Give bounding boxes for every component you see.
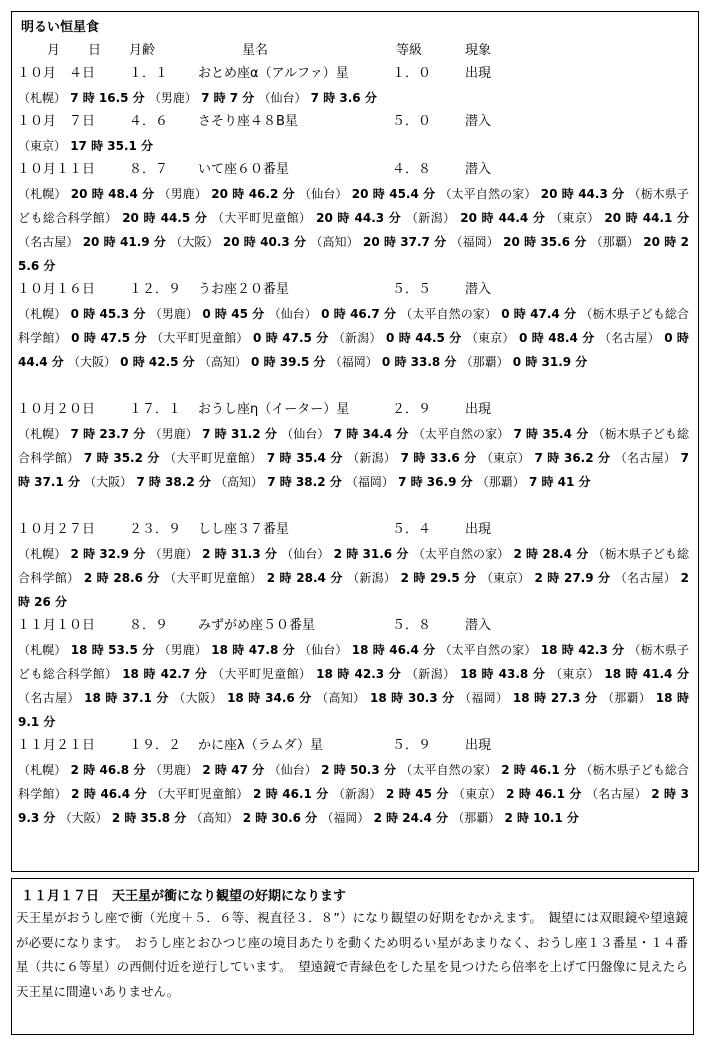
station-time: 18 時 9.1 分 (18, 691, 689, 729)
event-star-name: かに座λ（ラムダ）星 (198, 738, 323, 753)
event-star-name: さそり座４８B星 (198, 114, 298, 129)
station-name: （名古屋） (614, 451, 677, 465)
station-name: （大平町児童館） (164, 451, 263, 465)
station-time: 2 時 29.5 分 (396, 571, 481, 585)
station-name: （栃木県子ども総合科学館） (18, 307, 689, 345)
station-time: 0 時 47.5 分 (248, 331, 333, 345)
station-time: 0 時 31.9 分 (508, 355, 588, 369)
station-name: （福岡） (329, 355, 378, 369)
station-time: 0 時 39.5 分 (246, 355, 330, 369)
station-name: （仙台） (268, 307, 317, 321)
station-name: （男鹿） (149, 307, 199, 321)
station-name: （大阪） (59, 811, 108, 825)
station-name: （札幌） (18, 427, 67, 441)
event-magnitude: １．０ (392, 66, 432, 81)
event-magnitude: ５．０ (392, 114, 432, 129)
station-name: （名古屋） (585, 787, 647, 801)
station-time: 2 時 35.8 分 (107, 811, 191, 825)
station-name: （東京） (549, 667, 600, 681)
station-name: （東京） (452, 787, 502, 801)
event-phenomenon: 潜入 (465, 618, 492, 633)
station-name: （大阪） (170, 235, 219, 249)
station-name: （新潟） (332, 331, 382, 345)
station-name: （東京） (480, 451, 530, 465)
station-time: 7 時 34.4 分 (329, 427, 413, 441)
event-star-name: みずがめ座５０番星 (198, 618, 316, 633)
event-phenomenon: 出現 (465, 402, 492, 417)
station-time: 20 時 44.3 分 (311, 211, 406, 225)
occultation-event (17, 158, 689, 278)
event-star-name: うお座２０番星 (198, 282, 290, 297)
event-moon-age: ２３．９ (129, 522, 182, 537)
station-time: 7 時 37.1 分 (18, 451, 689, 489)
event-magnitude: ２．９ (392, 402, 432, 417)
station-time: 7 時 35.2 分 (79, 451, 165, 465)
station-name: （大平町児童館） (211, 667, 312, 681)
station-time: 20 時 46.2 分 (207, 187, 300, 201)
event-station-times (17, 302, 689, 374)
station-name: （栃木県子ども総合科学館） (18, 547, 689, 585)
station-time: 0 時 46.7 分 (316, 307, 401, 321)
event-header-row (17, 278, 689, 302)
station-time: 2 時 24.4 分 (369, 811, 453, 825)
station-name: （仙台） (258, 91, 307, 105)
station-time: 2 時 46.8 分 (66, 763, 150, 777)
event-header-row (17, 110, 689, 134)
station-time: 7 時 41 分 (524, 475, 591, 489)
event-date: １０月２７日 (17, 522, 96, 537)
event-moon-age: １２．９ (129, 282, 182, 297)
event-moon-age: ８．９ (129, 618, 169, 633)
station-name: （仙台） (268, 763, 317, 777)
station-time: 18 時 43.8 分 (455, 667, 550, 681)
station-time: 2 時 46.4 分 (66, 787, 152, 801)
station-time: 0 時 44.4 分 (18, 331, 689, 369)
event-moon-age: ４．６ (129, 114, 169, 129)
station-name: （新潟） (405, 667, 456, 681)
station-name: （名古屋） (18, 691, 80, 705)
station-time: 18 時 42.7 分 (117, 667, 212, 681)
station-time: 7 時 31.2 分 (197, 427, 282, 441)
station-name: （高知） (198, 355, 247, 369)
station-name: （札幌） (18, 91, 67, 105)
station-name: （名古屋） (614, 571, 677, 585)
station-name: （男鹿） (158, 187, 207, 201)
station-name: （新潟） (347, 571, 397, 585)
occultation-event (17, 734, 689, 830)
header-month: 月 (47, 43, 61, 58)
station-name: （仙台） (299, 187, 348, 201)
event-moon-age: ８．７ (129, 162, 169, 177)
station-name: （那覇） (452, 811, 501, 825)
station-time: 2 時 28.6 分 (79, 571, 165, 585)
station-name: （男鹿） (149, 427, 198, 441)
event-magnitude: ５．４ (392, 522, 432, 537)
header-star: 星名 (242, 43, 269, 58)
station-name: （名古屋） (18, 235, 79, 249)
station-name: （東京） (18, 139, 67, 153)
station-time: 2 時 28.4 分 (262, 571, 348, 585)
occultation-event (17, 62, 689, 110)
uranus-body: 天王星がおうし座で衝（光度＋５．６等、視直径３．８”）になり観望の好期をむかえます。 観望には双眼鏡や望遠鏡が必要になります。 おうし座とおひつじ座の境目あたりを動くため明るい星があまりなく、おうし座１３番星・１４番星（共に６等星）の西側付近を逆行しています。 望遠鏡で青緑色をした星を見つけたら倍率を上げて円盤像に見えたら天王星に間違いありません。 (16, 910, 688, 999)
station-name: （高知） (190, 811, 239, 825)
event-station-times (17, 182, 689, 278)
occultation-panel (11, 11, 699, 872)
station-name: （大平町児童館） (211, 211, 312, 225)
station-time: 7 時 36.9 分 (393, 475, 477, 489)
station-time: 2 時 31.6 分 (329, 547, 413, 561)
station-name: （仙台） (281, 427, 330, 441)
station-name: （太平自然の家） (439, 187, 537, 201)
occultation-event (17, 614, 689, 734)
station-time: 18 時 30.3 分 (365, 691, 459, 705)
event-magnitude: ５．５ (392, 282, 432, 297)
station-time: 18 時 41.4 分 (599, 667, 689, 681)
station-time: 7 時 35.4 分 (262, 451, 348, 465)
station-name: （男鹿） (149, 763, 199, 777)
event-header-row (17, 398, 689, 422)
station-name: （大平町児童館） (164, 571, 263, 585)
station-name: （福岡） (345, 475, 394, 489)
event-header-row (17, 614, 689, 638)
station-name: （大阪） (84, 475, 133, 489)
station-name: （太平自然の家） (400, 763, 497, 777)
station-name: （仙台） (281, 547, 330, 561)
station-name: （東京） (480, 571, 530, 585)
station-time: 7 時 16.5 分 (66, 91, 149, 105)
event-star-name: おうし座η（イーター）星 (198, 402, 350, 417)
header-age: 月齢 (129, 43, 156, 58)
station-name: （札幌） (18, 307, 67, 321)
station-time: 20 時 48.4 分 (66, 187, 159, 201)
station-time: 20 時 44.5 分 (117, 211, 212, 225)
station-name: （札幌） (18, 763, 67, 777)
station-time: 7 時 38.2 分 (263, 475, 346, 489)
station-time: 2 時 32.9 分 (66, 547, 150, 561)
station-time: 2 時 27.9 分 (530, 571, 615, 585)
occultation-event (17, 278, 689, 374)
station-time: 18 時 47.8 分 (207, 643, 300, 657)
station-time: 7 時 36.2 分 (530, 451, 615, 465)
station-name: （福岡） (450, 235, 499, 249)
occultation-event (17, 398, 689, 494)
event-header-row (17, 158, 689, 182)
station-name: （札幌） (18, 187, 67, 201)
header-phenomenon: 現象 (465, 43, 492, 58)
station-time: 7 時 3.6 分 (306, 91, 377, 105)
event-moon-age: １．１ (129, 66, 169, 81)
station-time: 7 時 23.7 分 (66, 427, 150, 441)
event-date: １１月２１日 (17, 738, 96, 753)
event-phenomenon: 潜入 (465, 114, 492, 129)
station-name: （太平自然の家） (400, 307, 497, 321)
station-time: 0 時 42.5 分 (115, 355, 199, 369)
station-time: 20 時 35.6 分 (498, 235, 591, 249)
event-phenomenon: 出現 (465, 522, 492, 537)
station-time: 2 時 46.1 分 (248, 787, 333, 801)
header-day: 日 (88, 43, 102, 58)
station-time: 2 時 26 分 (18, 571, 689, 609)
station-time: 7 時 38.2 分 (132, 475, 216, 489)
station-time: 18 時 42.3 分 (311, 667, 406, 681)
station-name: （新潟） (405, 211, 456, 225)
station-time: 17 時 35.1 分 (66, 139, 154, 153)
station-name: （那覇） (460, 355, 509, 369)
station-name: （札幌） (18, 643, 67, 657)
event-phenomenon: 潜入 (465, 282, 492, 297)
station-time: 20 時 40.3 分 (218, 235, 311, 249)
event-station-times (17, 542, 689, 614)
station-time: 2 時 31.3 分 (197, 547, 282, 561)
event-date: １１月１０日 (17, 618, 96, 633)
event-phenomenon: 出現 (465, 66, 492, 81)
station-name: （太平自然の家） (439, 643, 537, 657)
event-moon-age: １７．１ (129, 402, 182, 417)
station-time: 2 時 46.1 分 (501, 787, 586, 801)
station-time: 7 時 7 分 (196, 91, 259, 105)
station-name: （栃木県子ども総合科学館） (18, 643, 690, 681)
station-name: （男鹿） (158, 643, 207, 657)
event-magnitude: ５．９ (392, 738, 432, 753)
station-time: 18 時 34.6 分 (222, 691, 317, 705)
occultation-event (17, 518, 689, 614)
station-name: （福岡） (321, 811, 370, 825)
station-time: 18 時 37.1 分 (79, 691, 174, 705)
station-time: 2 時 45 分 (381, 787, 453, 801)
station-time: 20 時 37.7 分 (358, 235, 451, 249)
event-star-name: おとめ座α（アルファ）星 (198, 66, 349, 81)
station-name: （大阪） (173, 691, 223, 705)
event-header-row (17, 734, 689, 758)
station-name: （名古屋） (598, 331, 660, 345)
station-time: 20 時 44.1 分 (599, 211, 689, 225)
occultation-title: 明るい恒星食 (21, 20, 100, 35)
station-time: 20 時 25.6 分 (18, 235, 689, 273)
station-name: （札幌） (18, 547, 67, 561)
station-time: 2 時 30.6 分 (238, 811, 322, 825)
event-star-name: いて座６０番星 (198, 162, 290, 177)
event-station-times (17, 134, 689, 158)
station-name: （大平町児童館） (151, 787, 249, 801)
station-time: 20 時 41.9 分 (78, 235, 171, 249)
event-date: １０月１６日 (17, 282, 96, 297)
station-name: （那覇） (601, 691, 652, 705)
station-name: （那覇） (590, 235, 639, 249)
event-magnitude: ４．８ (392, 162, 432, 177)
uranus-panel (11, 878, 694, 1035)
station-name: （東京） (465, 331, 515, 345)
station-time: 2 時 46.1 分 (496, 763, 581, 777)
event-star-name: しし座３７番星 (198, 522, 290, 537)
station-name: （高知） (215, 475, 264, 489)
event-phenomenon: 潜入 (465, 162, 492, 177)
event-header-row (17, 518, 689, 542)
station-name: （福岡） (459, 691, 509, 705)
station-time: 18 時 53.5 分 (66, 643, 159, 657)
event-date: １０月１１日 (17, 162, 96, 177)
station-time: 2 時 39.3 分 (18, 787, 689, 825)
event-station-times (17, 758, 689, 830)
station-name: （大平町児童館） (151, 331, 249, 345)
event-date: １０月 ７日 (17, 114, 96, 129)
event-station-times (17, 638, 689, 734)
station-name: （栃木県子ども総合科学館） (18, 427, 689, 465)
event-moon-age: １９．２ (129, 738, 182, 753)
station-name: （新潟） (332, 787, 382, 801)
station-time: 20 時 44.3 分 (536, 187, 629, 201)
station-time: 0 時 33.8 分 (377, 355, 461, 369)
station-time: 0 時 45 分 (198, 307, 269, 321)
header-mag: 等級 (396, 43, 423, 58)
station-time: 0 時 44.5 分 (381, 331, 466, 345)
station-time: 2 時 28.4 分 (509, 547, 593, 561)
station-name: （高知） (316, 691, 366, 705)
occultation-event (17, 110, 689, 158)
station-name: （那覇） (476, 475, 525, 489)
station-time: 18 時 27.3 分 (508, 691, 602, 705)
station-name: （太平自然の家） (412, 547, 510, 561)
station-name: （仙台） (299, 643, 348, 657)
uranus-title: １１月１７日 天王星が衝になり観望の好期になります (21, 889, 347, 904)
station-time: 7 時 33.6 分 (396, 451, 481, 465)
station-time: 2 時 50.3 分 (316, 763, 401, 777)
station-time: 0 時 47.5 分 (66, 331, 152, 345)
station-time: 2 時 47 分 (198, 763, 269, 777)
station-name: （栃木県子ども総合科学館） (18, 187, 690, 225)
station-time: 7 時 35.4 分 (509, 427, 593, 441)
station-name: （男鹿） (148, 91, 197, 105)
event-station-times (17, 422, 689, 494)
station-name: （大阪） (67, 355, 116, 369)
station-time: 18 時 46.4 分 (347, 643, 440, 657)
event-date: １０月 ４日 (17, 66, 96, 81)
station-time: 20 時 45.4 分 (347, 187, 440, 201)
event-date: １０月２０日 (17, 402, 96, 417)
event-station-times (17, 86, 689, 110)
station-name: （栃木県子ども総合科学館） (18, 763, 689, 801)
station-time: 18 時 42.3 分 (536, 643, 629, 657)
event-header-row (17, 62, 689, 86)
station-name: （太平自然の家） (412, 427, 510, 441)
station-name: （男鹿） (149, 547, 198, 561)
station-name: （高知） (310, 235, 359, 249)
station-time: 0 時 47.4 分 (496, 307, 581, 321)
station-time: 0 時 45.3 分 (66, 307, 150, 321)
event-magnitude: ５．８ (392, 618, 432, 633)
station-name: （東京） (549, 211, 600, 225)
station-name: （新潟） (347, 451, 397, 465)
event-phenomenon: 出現 (465, 738, 492, 753)
station-time: 0 時 48.4 分 (514, 331, 599, 345)
station-time: 2 時 10.1 分 (500, 811, 579, 825)
station-time: 20 時 44.4 分 (455, 211, 550, 225)
